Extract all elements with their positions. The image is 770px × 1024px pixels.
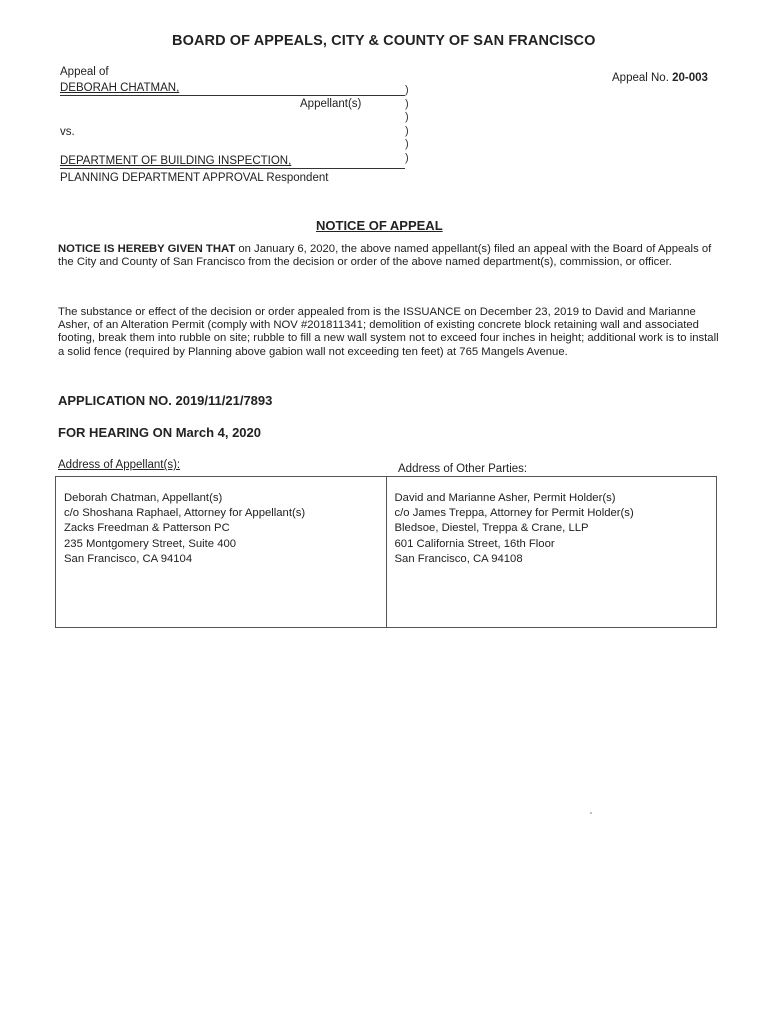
substance-paragraph <box>58 306 720 359</box>
appeal-of-label: Appeal of <box>60 66 109 78</box>
address-line: San Francisco, CA 94108 <box>394 552 523 565</box>
appellant-address-label: Address of Appellant(s): <box>58 459 181 471</box>
other-parties-address-label: Address of Other Parties: <box>398 463 528 475</box>
caption-brackets: ) ) ) ) ) ) <box>405 84 409 164</box>
caption-rule <box>60 168 405 169</box>
appellant-role-label: Appellant(s) <box>300 98 362 110</box>
substance-lead: The substance or effect of the decision or order appealed from is the ISSUANCE on December 23, 2019 to David and Marianne Asher <box>58 306 696 332</box>
address-line: 601 California Street, 16th Floor <box>394 537 555 550</box>
application-number: APPLICATION NO. 2019/11/21/7893 <box>58 393 273 408</box>
versus-label: vs. <box>60 126 75 138</box>
address-line: 235 Montgomery Street, Suite 400 <box>64 537 237 550</box>
appeal-number <box>612 72 708 84</box>
scan-speck <box>590 812 592 814</box>
notice-lead: NOTICE IS HEREBY GIVEN THAT <box>58 243 236 255</box>
board-title: BOARD OF APPEALS, CITY & COUNTY OF SAN FRANCISCO <box>172 33 596 49</box>
caption-rule <box>60 95 405 96</box>
appellant-address-cell <box>56 477 386 627</box>
address-line: c/o James Treppa, Attorney for Permit Holder(s) <box>394 507 634 520</box>
address-line: David and Marianne Asher, Permit Holder(s) <box>394 492 616 504</box>
respondent-line: PLANNING DEPARTMENT APPROVAL Respondent <box>60 172 329 184</box>
substance-body: , of an Alteration Permit (comply with NOV #201811341; demolition of existing concrete block retaining wall and associated footing, break them into rubble on site; rubble to fill a new wall system not to exceed four inches in height; additional work is to install a solid fence (required by Planning above gabion wall not exceeding ten feet) at 765 Mangels Avenue. <box>58 319 719 358</box>
appeal-number-label: Appeal No. <box>612 72 669 84</box>
address-line: Bledsoe, Diestel, Treppa & Crane, LLP <box>394 522 589 535</box>
notice-paragraph <box>58 243 720 269</box>
hearing-date: FOR HEARING ON March 4, 2020 <box>58 425 261 440</box>
address-line: San Francisco, CA 94104 <box>64 552 193 565</box>
address-table <box>55 476 717 628</box>
address-line: c/o Shoshana Raphael, Attorney for Appellant(s) <box>64 507 306 520</box>
respondent-department: DEPARTMENT OF BUILDING INSPECTION, <box>60 155 292 167</box>
address-line: Deborah Chatman, Appellant(s) <box>64 492 223 504</box>
appeal-number-value: 20-003 <box>672 72 708 84</box>
notice-heading: NOTICE OF APPEAL <box>316 218 443 233</box>
notice-body: on January 6, 2020, the above named appellant(s) filed an appeal with the Board of Appeals of the City and County of San Francisco from the decision or order of the above named department(s), commission, or officer. <box>58 243 712 269</box>
appellant-name: DEBORAH CHATMAN, <box>60 82 180 94</box>
address-line: Zacks Freedman & Patterson PC <box>64 522 230 535</box>
other-parties-address-cell <box>386 477 717 627</box>
